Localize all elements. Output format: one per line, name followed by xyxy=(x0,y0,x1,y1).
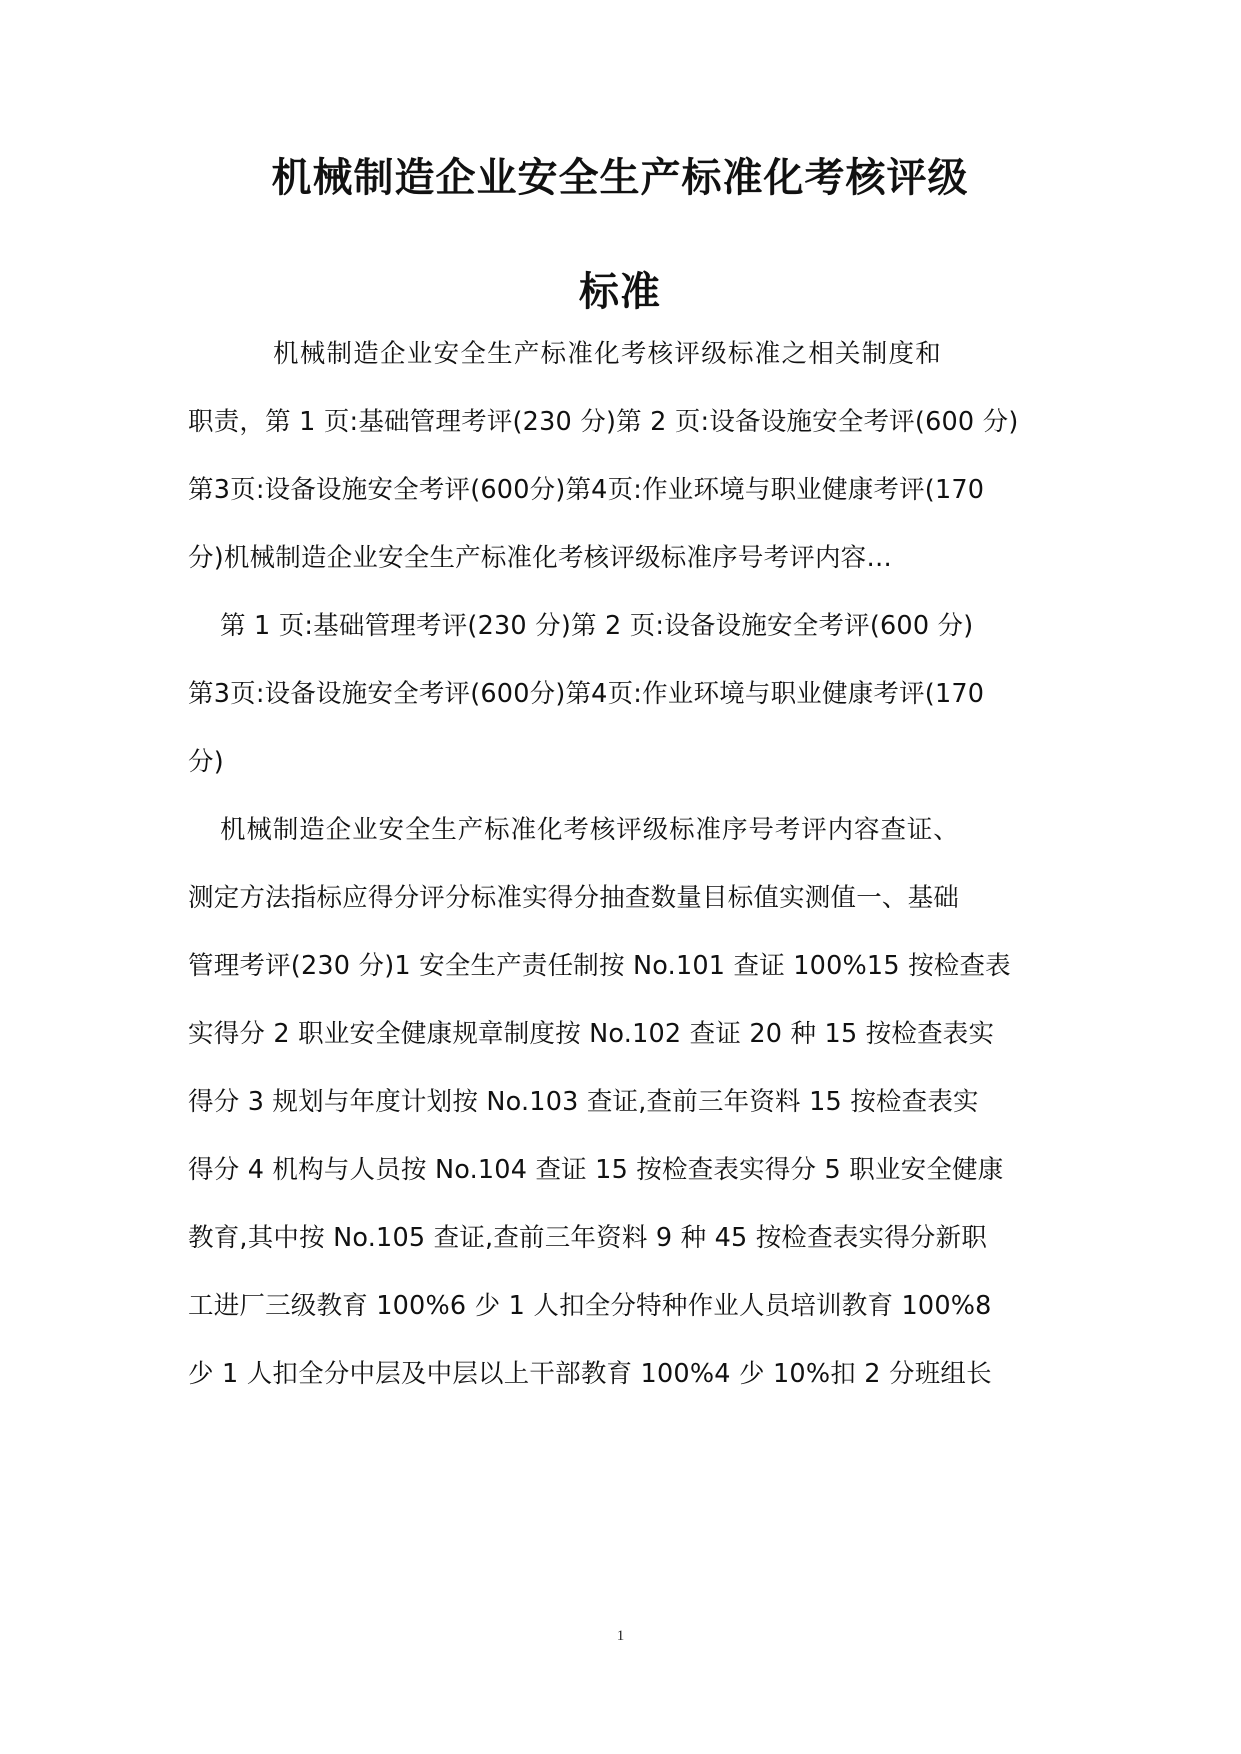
paragraph-3-line-7: 教育,其中按 No.105 查证,查前三年资料 9 种 45 按检查表实得分新职 xyxy=(188,1223,988,1253)
paragraph-3-line-4: 实得分 2 职业安全健康规章制度按 No.102 查证 20 种 15 按检查表实 xyxy=(188,1019,995,1049)
paragraph-3-line-1: 机械制造企业安全生产标准化考核评级标准序号考评内容查证、 xyxy=(220,815,959,845)
paragraph-1-line-1: 机械制造企业安全生产标准化考核评级标准之相关制度和 xyxy=(273,339,941,369)
paragraph-1-line-4: 分)机械制造企业安全生产标准化考核评级标准序号考评内容… xyxy=(188,543,893,573)
paragraph-3-line-9: 少 1 人扣全分中层及中层以上干部教育 100%4 少 10%扣 2 分班组长 xyxy=(188,1359,992,1389)
page-number: 1 xyxy=(616,1628,625,1644)
document-title-line-2: 标准 xyxy=(579,268,661,315)
paragraph-3-line-3: 管理考评(230 分)1 安全生产责任制按 No.101 查证 100%15 按检查表 xyxy=(188,951,1011,981)
paragraph-3-line-2: 测定方法指标应得分评分标准实得分抽查数量目标值实测值一、基础 xyxy=(188,883,960,913)
paragraph-1-line-2: 职责，第 1 页:基础管理考评(230 分)第 2 页:设备设施安全考评(600 分) xyxy=(188,407,1019,437)
paragraph-2-line-1: 第 1 页:基础管理考评(230 分)第 2 页:设备设施安全考评(600 分) xyxy=(220,611,974,641)
paragraph-3-line-8: 工进厂三级教育 100%6 少 1 人扣全分特种作业人员培训教育 100%8 xyxy=(188,1291,992,1321)
document-title-line-1: 机械制造企业安全生产标准化考核评级 xyxy=(271,154,969,201)
paragraph-3-line-5: 得分 3 规划与年度计划按 No.103 查证,查前三年资料 15 按检查表实 xyxy=(188,1087,979,1117)
paragraph-1-line-3: 第3页:设备设施安全考评(600分)第4页:作业环境与职业健康考评(170 xyxy=(188,475,985,505)
paragraph-2-line-2: 第3页:设备设施安全考评(600分)第4页:作业环境与职业健康考评(170 xyxy=(188,679,985,709)
paragraph-3-line-6: 得分 4 机构与人员按 No.104 查证 15 按检查表实得分 5 职业安全健康 xyxy=(188,1155,1004,1185)
paragraph-2-line-3: 分) xyxy=(188,747,224,777)
